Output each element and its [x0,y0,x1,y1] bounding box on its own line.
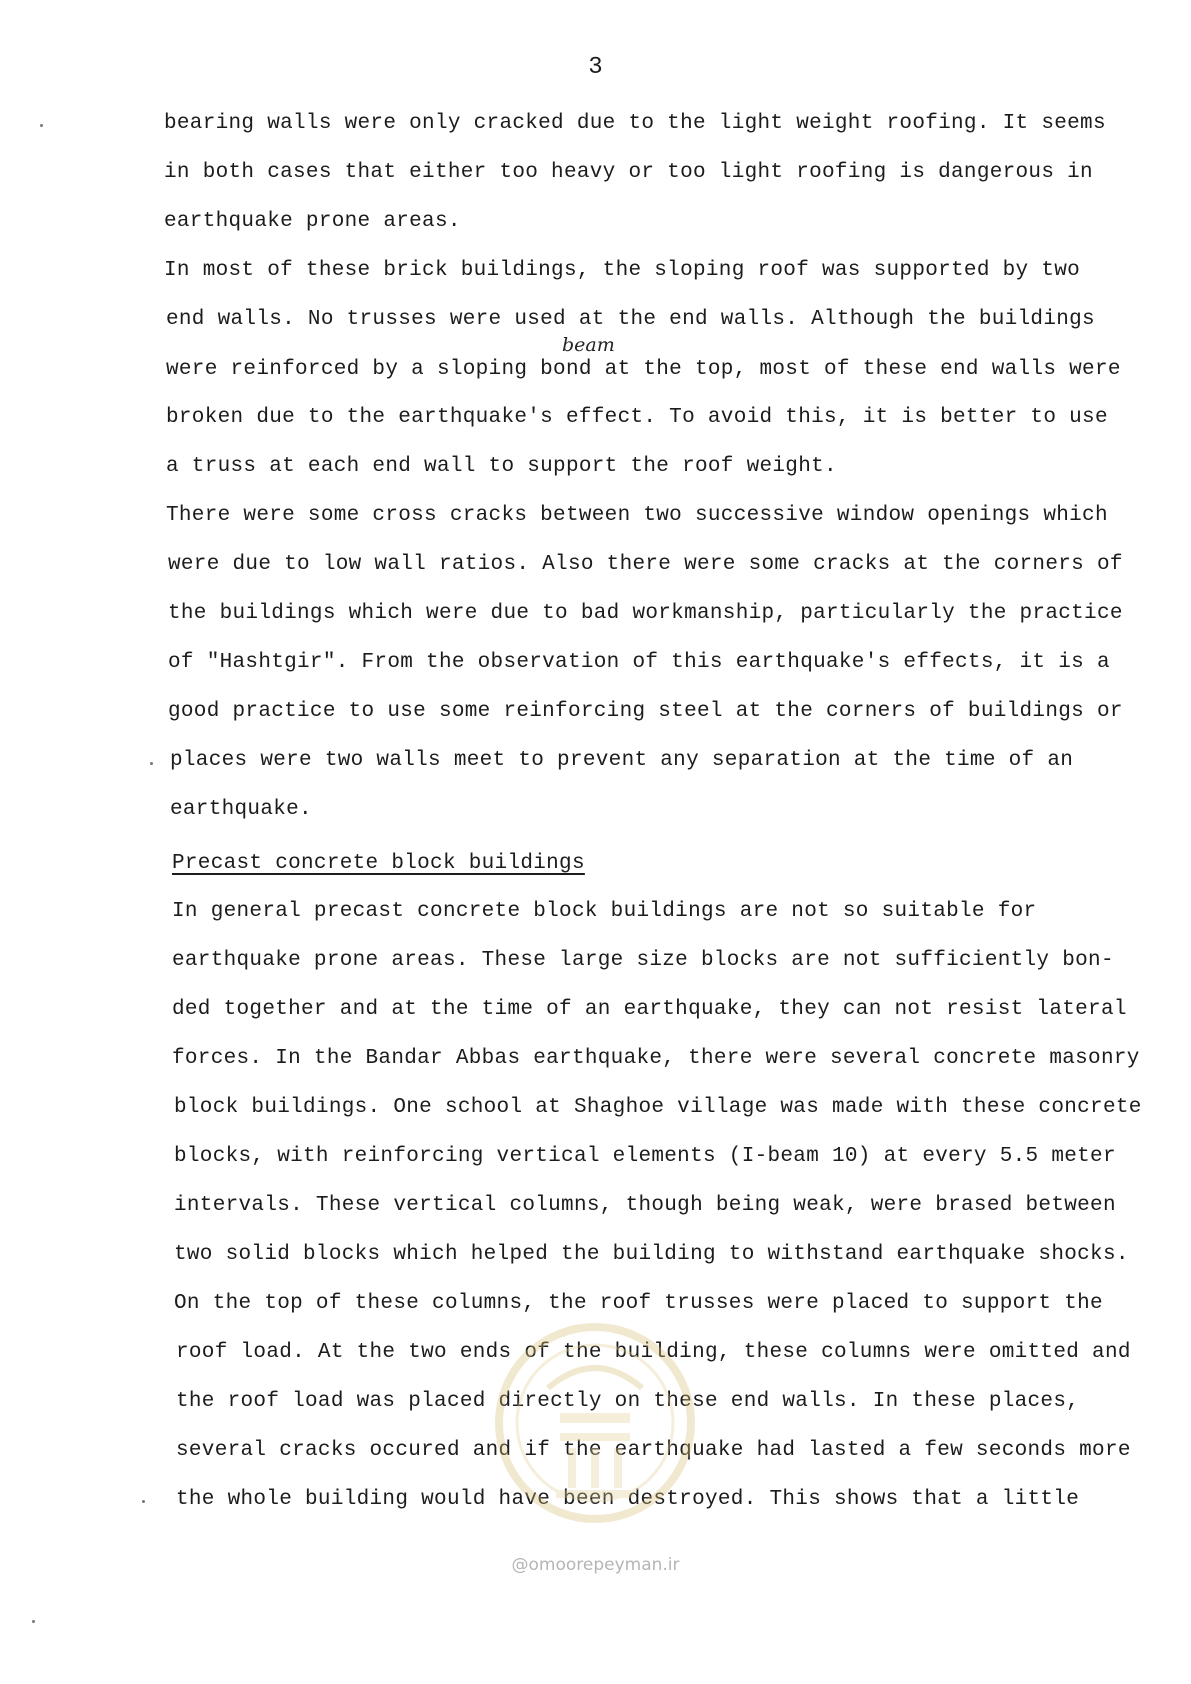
text-line: the roof load was placed directly on these end walls. In these places, [176,1390,1080,1413]
scan-speck [150,762,153,765]
text-line: places were two walls meet to prevent any separation at the time of an [170,749,1074,772]
scan-speck [40,124,43,127]
text-line: ded together and at the time of an earthquake, they can not resist lateral [172,998,1127,1021]
text-line: In most of these brick buildings, the sloping roof was supported by two [164,259,1081,282]
text-line: several cracks occured and if the earthquake had lasted a few seconds more [176,1439,1131,1462]
text-line: On the top of these columns, the roof trusses were placed to support the [174,1292,1103,1315]
text-line: the whole building would have been destroyed. This shows that a little [176,1488,1080,1511]
watermark-text: @omoorepeyman.ir [511,1555,680,1575]
watermark-seal-icon [488,1318,703,1538]
section-heading: Precast concrete block buildings [172,852,585,875]
text-line: In general precast concrete block buildings are not so suitable for [172,900,1037,923]
text-line: bearing walls were only cracked due to the light weight roofing. It seems [164,112,1106,135]
text-line: the buildings which were due to bad workmanship, particularly the practice [168,602,1123,625]
page-number: 3 [588,54,603,81]
text-line: intervals. These vertical columns, though being weak, were brased between [174,1194,1116,1217]
scan-speck [142,1500,145,1503]
text-line: good practice to use some reinforcing steel at the corners of buildings or [168,700,1123,723]
scan-speck [32,1620,35,1623]
text-line: were reinforced by a sloping bond at the top, most of these end walls were [166,358,1121,381]
text-line: roof load. At the two ends of the building, these columns were omitted and [176,1341,1131,1364]
text-line: There were some cross cracks between two successive window openings which [166,504,1108,527]
text-line: block buildings. One school at Shaghoe village was made with these concrete [174,1096,1142,1119]
text-line: broken due to the earthquake's effect. To avoid this, it is better to use [166,406,1108,429]
handwritten-annotation: beam [562,334,615,356]
text-line: forces. In the Bandar Abbas earthquake, there were several concrete masonry [172,1047,1140,1070]
text-line: two solid blocks which helped the building to withstand earthquake shocks. [174,1243,1129,1266]
text-line: earthquake. [170,798,312,821]
text-line: a truss at each end wall to support the roof weight. [166,455,837,478]
text-line: earthquake prone areas. These large size blocks are not sufficiently bon- [172,949,1114,972]
text-line: were due to low wall ratios. Also there were some cracks at the corners of [168,553,1123,576]
text-line: of "Hashtgir". From the observation of this earthquake's effects, it is a [168,651,1110,674]
text-line: blocks, with reinforcing vertical elements (I-beam 10) at every 5.5 meter [174,1145,1116,1168]
text-line: in both cases that either too heavy or too light roofing is dangerous in [164,161,1093,184]
text-line: end walls. No trusses were used at the end walls. Although the buildings [166,308,1095,331]
text-line: earthquake prone areas. [164,210,461,233]
